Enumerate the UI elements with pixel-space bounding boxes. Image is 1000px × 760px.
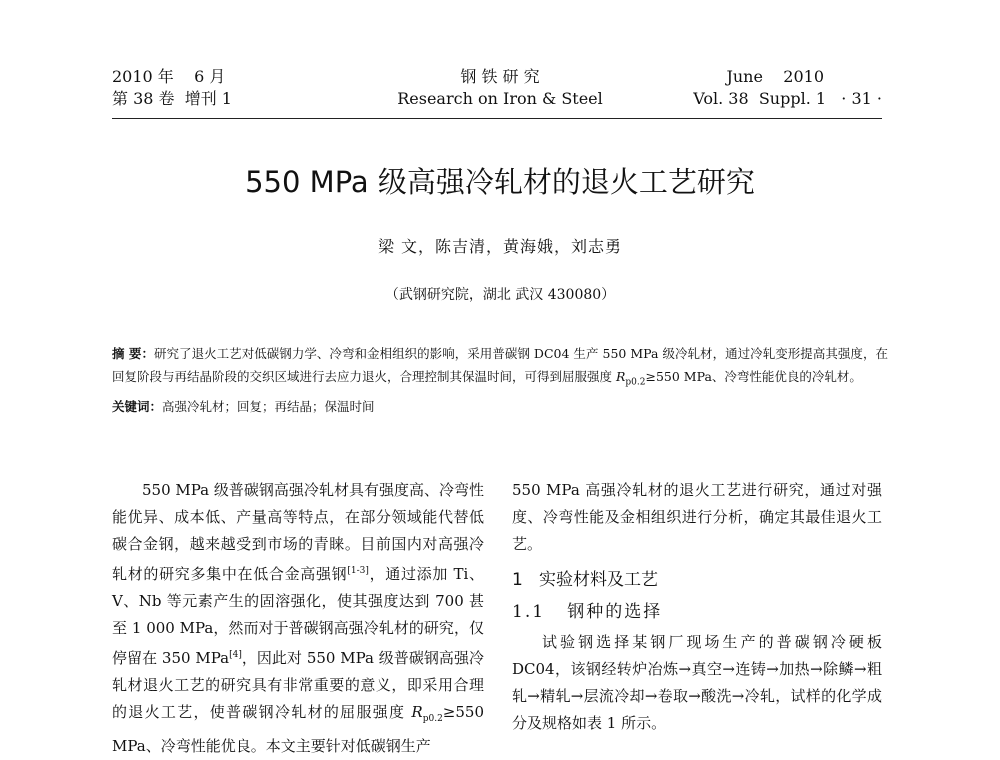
citation-4: [4] xyxy=(229,650,242,660)
journal-volume: 第 38 卷 增刊 1 xyxy=(112,89,232,108)
journal-name-cn: 钢 铁 研 究 xyxy=(460,67,540,86)
journal-issue-info xyxy=(640,66,882,110)
abstract-r-sub: p0.2 xyxy=(625,377,646,388)
journal-name xyxy=(350,66,650,110)
intro-text-2: ，通过添加 Ti、V、Nb 等元素产生的固溶强化，使其强度达到 700 甚至 1 000 MPa，然而对于普碳钢高强冷轧材的研究，仅停留在 350 MPa xyxy=(112,565,484,667)
paper-authors: 梁 文，陈吉清，黄海娥，刘志勇 xyxy=(377,237,623,256)
keywords-label: 关键词： xyxy=(112,398,163,414)
intro-r-sub: p0.2 xyxy=(422,714,443,724)
section-1-1-paragraph: 试验钢选择某钢厂现场生产的普碳钢冷硬板 DC04，该钢经转炉冶炼→真空→连铸→加热→除鳞→粗轧→精轧→层流冷却→卷取→酸洗→冷轧，试样的化学成分及规格如表 1 所示。 xyxy=(512,633,882,732)
body-left-column xyxy=(112,477,484,760)
keywords xyxy=(112,395,888,418)
body-right-column xyxy=(512,477,882,737)
abstract-block xyxy=(112,342,888,418)
keywords-text: 高强冷轧材；回复；再结晶；保温时间 xyxy=(162,398,375,414)
intro-continued-paragraph: 550 MPa 高强冷轧材的退火工艺进行研究，通过对强度、冷弯性能及金相组织进行分析，确定其最佳退火工艺。 xyxy=(512,481,882,553)
intro-paragraph xyxy=(112,477,484,760)
journal-name-en: Research on Iron & Steel xyxy=(397,89,603,108)
abstract xyxy=(112,342,888,395)
section-1-1-heading: 1.1 钢种的选择 xyxy=(512,602,663,622)
journal-date: 2010 年 6 月 xyxy=(112,67,226,86)
issue-date-en: June 2010 xyxy=(726,67,824,86)
intro-text-3: ，因此对 550 MPa 级普碳钢高强冷轧材退火工艺的研究具有非常重要的意义，即采用合理的退火工艺，使普碳钢冷轧材的屈服强度 xyxy=(112,649,484,721)
intro-r-symbol: R xyxy=(411,703,423,721)
abstract-r-symbol: R xyxy=(615,369,626,384)
paper-affiliation: （武钢研究院，湖北 武汉 430080） xyxy=(384,287,616,303)
issue-volume-page: Vol. 38 Suppl. 1 · 31 · xyxy=(693,89,882,108)
paper-title: 550 MPa 级高强冷轧材的退火工艺研究 xyxy=(245,165,755,199)
journal-date-volume xyxy=(112,66,232,110)
section-1-heading: 1 实验材料及工艺 xyxy=(512,570,659,590)
abstract-text-1: 研究了退火工艺对低碳钢力学、冷弯和金相组织的影响，采用普碳钢 DC04 生产 550 MPa 级冷轧材，通过冷轧变形提高其强度，在回复阶段与再结晶阶段的交织区域进行去应力退火，合理控制其保温时间，可得到屈服强度 xyxy=(112,346,888,384)
abstract-text-2: ≥550 MPa、冷弯性能优良的冷轧材。 xyxy=(645,369,862,384)
intro-text-4: ≥550 MPa、冷弯性能优良。本文主要针对低碳钢生产 xyxy=(112,703,484,755)
intro-text-1: 550 MPa 级普碳钢高强冷轧材具有强度高、冷弯性能优异、成本低、产量高等特点，在部分领域能代替低碳合金钢，越来越受到市场的青睐。目前国内对高强冷轧材的研究多集中在低合金高强钢 xyxy=(112,481,484,583)
abstract-label: 摘 要： xyxy=(112,346,154,361)
citation-1-3: [1-3] xyxy=(347,566,369,576)
header-rule xyxy=(112,118,882,119)
